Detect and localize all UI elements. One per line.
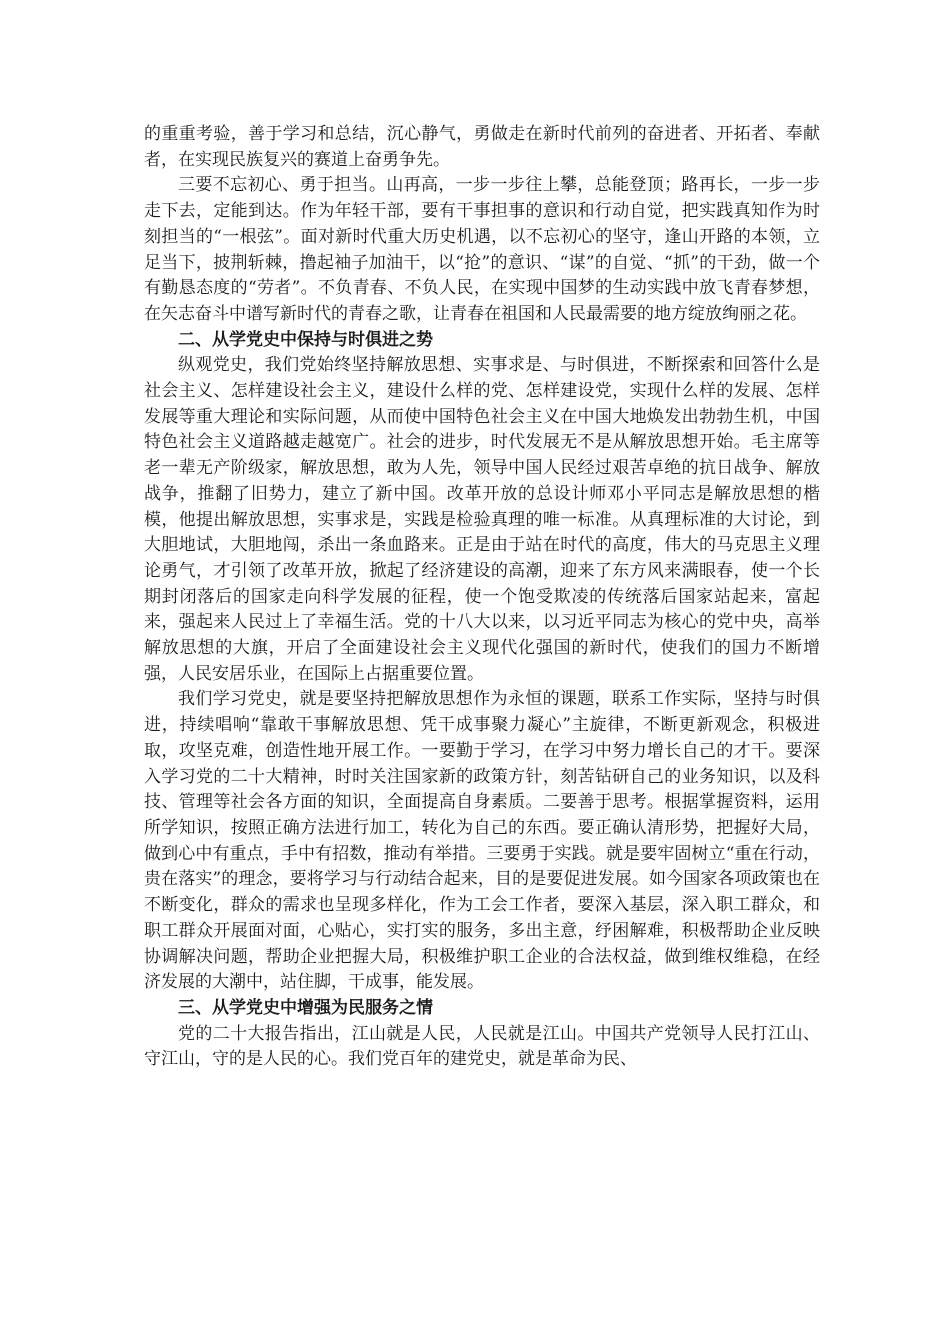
section-heading-three: 三、从学党史中增强为民服务之情 [178,997,433,1018]
paragraph-three-requirements: 三要不忘初心、勇于担当。山再高，一步一步往上攀，总能登顶；路再长，一步一步走下去，定能到达。作为年轻干部，要有干事担事的意识和行动自觉，把实践真知作为时刻担当的“一根弦”。面对新时代重大历史机遇，以不忘初心的坚守，逢山开路的本领，立足当下，披荆斩棘，撸起袖子加油干，以“抢”的意识、“谋”的自觉、“抓”的干劲，做一个有勤恳态度的“劳者”。不负青春、不负人民，在实现中国梦的生动实践中放飞青春梦想，在矢志奋斗中谱写新时代的青春之歌，让青春在祖国和人民最需要的地方绽放绚丽之花。 [144,175,820,324]
paragraph-learning-party-history: 我们学习党史，就是要坚持把解放思想作为永恒的课题，联系工作实际，坚持与时俱进，持续唱响“靠敢干事解放思想、凭干成事聚力凝心”主旋律，不断更新观念，积极进取，攻坚克难，创造性地开展工作。一要勤于学习，在学习中努力增长自己的才干。要深入学习党的二十大精神，时时关注国家新的政策方针，刻苦钻研自己的业务知识，以及科技、管理等社会各方面的知识，全面提高自身素质。二要善于思考。根据掌握资料，运用所学知识，按照正确方法进行加工，转化为自己的东西。要正确认清形势，把握好大局，做到心中有重点，手中有招数，推动有举措。三要勇于实践。就是要牢固树立“重在行动，贵在落实”的理念，要将学习与行动结合起来，目的是要促进发展。如今国家各项政策也在不断变化，群众的需求也呈现多样化，作为工会工作者，要深入基层，深入职工群众，和职工群众开展面对面，心贴心，实打实的服务，多出主意，纾困解难，积极帮助企业反映协调解决问题，帮助企业把握大局，积极维护职工企业的合法权益，做到维权维稳，在经济发展的大潮中，站住脚，干成事，能发展。 [144,689,820,993]
section-heading-two: 二、从学党史中保持与时俱进之势 [178,329,433,350]
paragraph-party-history-overview: 纵观党史，我们党始终坚持解放思想、实事求是、与时俱进，不断探索和回答什么是社会主义、怎样建设社会主义，建设什么样的党、怎样建设党，实现什么样的发展、怎样发展等重大理论和实际问题，从而使中国特色社会主义在中国大地焕发出勃勃生机，中国特色社会主义道路越走越宽广。社会的进步，时代发展无不是从解放思想开始。毛主席等老一辈无产阶级家，解放思想，敢为人先，领导中国人民经过艰苦卓绝的抗日战争、解放战争，推翻了旧势力，建立了新中国。改革开放的总设计师邓小平同志是解放思想的楷模，他提出解放思想，实事求是，实践是检验真理的唯一标准。从真理标准的大讨论，到大胆地试，大胆地闯，杀出一条血路来。正是由于站在时代的高度，伟大的马克思主义理论勇气，才引领了改革开放，掀起了经济建设的高潮，迎来了东方风来满眼春，使一个长期封闭落后的国家走向科学发展的征程，使一个饱受欺凌的传统落后国家站起来，富起来，强起来人民过上了幸福生活。党的十八大以来，以习近平同志为核心的党中央，高举解放思想的大旗，开启了全面建设社会主义现代化强国的新时代，使我们的国力不断增强，人民安居乐业，在国际上占据重要位置。 [144,355,820,684]
paragraph-continuation: 的重重考验，善于学习和总结，沉心静气，勇做走在新时代前列的奋进者、开拓者、奉献者，在实现民族复兴的赛道上奋勇争先。 [144,124,820,170]
document-body [144,122,820,1073]
paragraph-twentieth-congress: 党的二十大报告指出，江山就是人民，人民就是江山。中国共产党领导人民打江山、守江山，守的是人民的心。我们党百年的建党史，就是革命为民、 [144,1023,820,1070]
